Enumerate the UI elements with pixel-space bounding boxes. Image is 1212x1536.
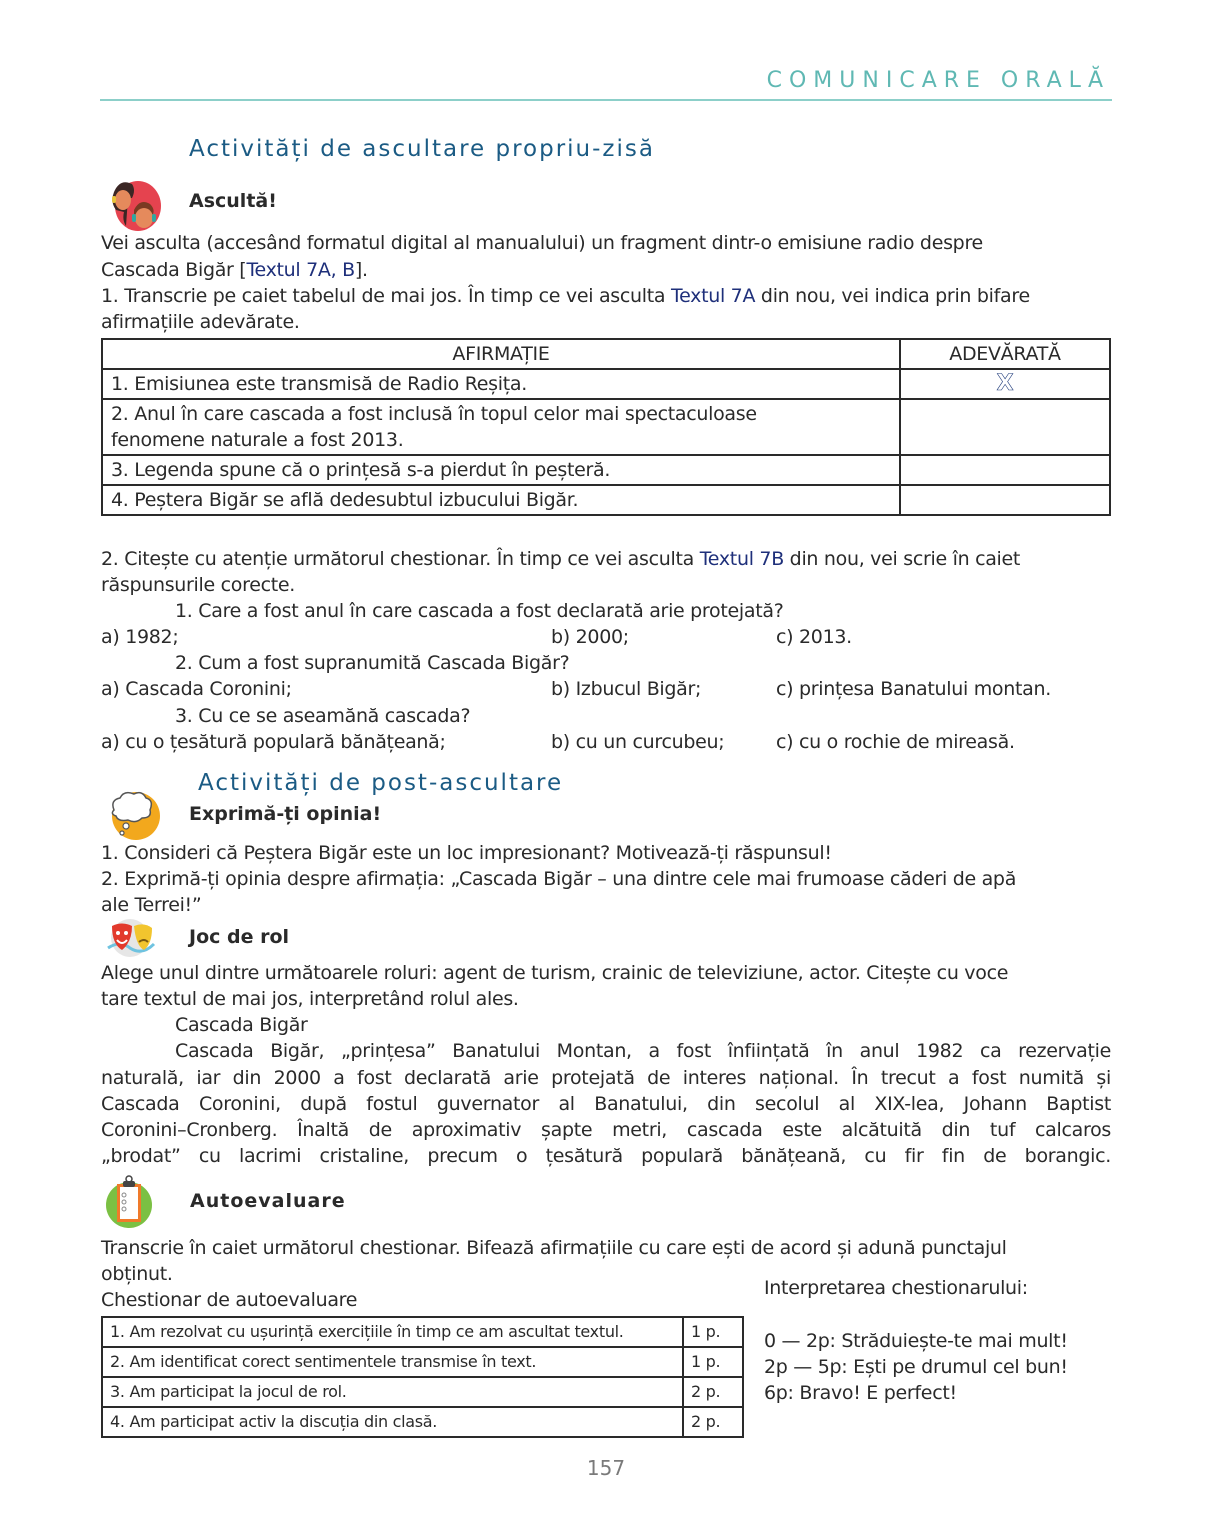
selfeval-heading: Autoevaluare — [190, 1190, 346, 1212]
selfeval-points: 1 p. — [683, 1347, 743, 1377]
header-divider — [100, 99, 1112, 101]
selfeval-points: 2 p. — [683, 1407, 743, 1437]
paragraph-line: Cascada Coronini, după fostul guvernator al Banatului, din secolul al XIX-lea, Johann Baptist — [101, 1093, 1111, 1115]
column-header-statement: AFIRMAȚIE — [102, 339, 900, 369]
theater-masks-icon — [104, 918, 156, 958]
selfeval-table-caption: Chestionar de autoevaluare — [101, 1289, 358, 1311]
q3-option-b: b) cu un curcubeu; — [551, 731, 725, 753]
roleplay-heading: Joc de rol — [189, 926, 290, 948]
q2-option-b: b) Izbucul Bigăr; — [551, 678, 702, 700]
table-row — [102, 1347, 743, 1377]
section-title-listening: Activități de ascultare propriu-zisă — [189, 136, 655, 162]
opinion-heading: Exprimă-ți opinia! — [189, 803, 382, 825]
chapter-title: COMUNICARE ORALĂ — [766, 68, 1110, 93]
q2-option-a: a) Cascada Coronini; — [101, 678, 292, 700]
task2-text-end: din nou, vei scrie în caiet — [783, 548, 1021, 570]
selfeval-points: 2 p. — [683, 1377, 743, 1407]
paragraph-line: Cascada Bigăr, „prințesa” Banatului Montan, a fost înființată în anul 1982 ca rezervație — [175, 1040, 1111, 1062]
paragraph-line: „brodat” cu lacrimi cristaline, precum o țesătură populară bănățeană, cu fir fin de borangic. — [101, 1145, 1111, 1167]
roleplay-instruction-line2: tare textul de mai jos, interpretând rolul ales. — [101, 988, 519, 1010]
paragraph-line: naturală, iar din 2000 a fost declarată arie protejată de interes național. În trecut a fost numită și — [101, 1067, 1111, 1089]
selfeval-statement: 1. Am rezolvat cu ușurință exercițiile în timp ce am ascultat textul. — [102, 1317, 683, 1347]
table-row — [102, 369, 1110, 399]
table-header-row — [102, 339, 1110, 369]
statement-cell — [102, 399, 900, 455]
listen-intro-line1: Vei asculta (accesând formatul digital al manualului) un fragment dintr-o emisiune radio despre — [101, 232, 983, 254]
section-title-post-listening: Activități de post-ascultare — [198, 770, 564, 796]
listen-heading: Ascultă! — [189, 190, 277, 212]
task2-line2: răspunsurile corecte. — [101, 574, 296, 596]
selfeval-table — [101, 1316, 744, 1438]
selfeval-points: 1 p. — [683, 1317, 743, 1347]
intro-text-end: ]. — [354, 259, 368, 281]
headphones-people-icon — [104, 176, 162, 232]
q3-option-c: c) cu o rochie de mireasă. — [776, 731, 1015, 753]
text-7b-link[interactable]: Textul 7B — [699, 548, 784, 570]
thought-bubble-icon — [104, 788, 160, 842]
q1-option-c: c) 2013. — [776, 626, 852, 648]
interpretation-line: 0 — 2p: Străduiește-te mai mult! — [764, 1330, 1068, 1352]
interpretation-line: 6p: Bravo! E perfect! — [764, 1382, 957, 1404]
true-false-table — [101, 338, 1111, 516]
table-row — [102, 455, 1110, 485]
interpretation-line: 2p — 5p: Ești pe drumul cel bun! — [764, 1356, 1068, 1378]
true-checkbox-cell[interactable] — [900, 485, 1110, 515]
selfeval-instruction-line1: Transcrie în caiet următorul chestionar. Bifează afirmațiile cu care ești de acord și adună punctajul — [101, 1237, 1007, 1259]
column-header-true: ADEVĂRATĂ — [900, 339, 1110, 369]
true-checkbox-cell[interactable] — [900, 399, 1110, 455]
statement-line: 2. Anul în care cascada a fost inclusă în topul celor mai spectaculoase — [111, 403, 757, 425]
task1-text: 1. Transcrie pe caiet tabelul de mai jos. În timp ce vei asculta — [101, 285, 671, 307]
table-row — [102, 1377, 743, 1407]
true-checkbox-cell[interactable] — [900, 369, 1110, 399]
question-1: 1. Care a fost anul în care cascada a fost declarată arie protejată? — [175, 600, 784, 622]
text-7ab-link[interactable]: Textul 7A, B — [246, 259, 355, 281]
statement-cell: 4. Peștera Bigăr se află dedesubtul izbucului Bigăr. — [102, 485, 900, 515]
paragraph-line: Coronini–Cronberg. Înaltă de aproximativ șapte metri, cascada este alcătuită din tuf calcaros — [101, 1119, 1111, 1141]
q3-option-a: a) cu o țesătură populară bănățeană; — [101, 731, 446, 753]
statement-cell: 1. Emisiunea este transmisă de Radio Reșița. — [102, 369, 900, 399]
task1-line2: afirmațiile adevărate. — [101, 311, 300, 333]
clipboard-checklist-icon — [104, 1174, 154, 1230]
table-row — [102, 485, 1110, 515]
roleplay-instruction-line1: Alege unul dintre următoarele roluri: agent de turism, crainic de televiziune, actor. Citește cu voce — [101, 962, 1009, 984]
table-row — [102, 1407, 743, 1437]
q1-option-a: a) 1982; — [101, 626, 179, 648]
q1-option-b: b) 2000; — [551, 626, 629, 648]
intro-text: Cascada Bigăr [ — [101, 259, 247, 281]
listen-intro-line2 — [101, 257, 368, 283]
roleplay-text-title: Cascada Bigăr — [175, 1014, 308, 1036]
page-number: 157 — [586, 1456, 626, 1480]
opinion-item-2-line2: ale Terrei!” — [101, 894, 202, 916]
x-mark-icon: X — [996, 371, 1014, 396]
task1-line1 — [101, 283, 1030, 309]
selfeval-statement: 2. Am identificat corect sentimentele transmise în text. — [102, 1347, 683, 1377]
task2-text: 2. Citește cu atenție următorul chestionar. În timp ce vei asculta — [101, 548, 700, 570]
selfeval-instruction-line2: obținut. — [101, 1263, 173, 1285]
opinion-item-1: 1. Consideri că Peștera Bigăr este un loc impresionant? Motivează-ți răspunsul! — [101, 842, 832, 864]
true-checkbox-cell[interactable] — [900, 455, 1110, 485]
question-3: 3. Cu ce se aseamănă cascada? — [175, 705, 471, 727]
task2-line1 — [101, 546, 1020, 572]
table-row — [102, 1317, 743, 1347]
opinion-item-2-line1: 2. Exprimă-ți opinia despre afirmația: „Cascada Bigăr – una dintre cele mai frumoase căderi de apă — [101, 868, 1017, 890]
table-row — [102, 399, 1110, 455]
text-7a-link[interactable]: Textul 7A — [671, 285, 756, 307]
statement-cell: 3. Legenda spune că o prințesă s-a pierdut în peșteră. — [102, 455, 900, 485]
selfeval-statement: 3. Am participat la jocul de rol. — [102, 1377, 683, 1407]
q2-option-c: c) prințesa Banatului montan. — [776, 678, 1051, 700]
statement-line: fenomene naturale a fost 2013. — [111, 429, 404, 451]
interpretation-title: Interpretarea chestionarului: — [764, 1277, 1028, 1299]
task1-text-end: din nou, vei indica prin bifare — [755, 285, 1030, 307]
selfeval-statement: 4. Am participat activ la discuția din clasă. — [102, 1407, 683, 1437]
question-2: 2. Cum a fost supranumită Cascada Bigăr? — [175, 652, 570, 674]
